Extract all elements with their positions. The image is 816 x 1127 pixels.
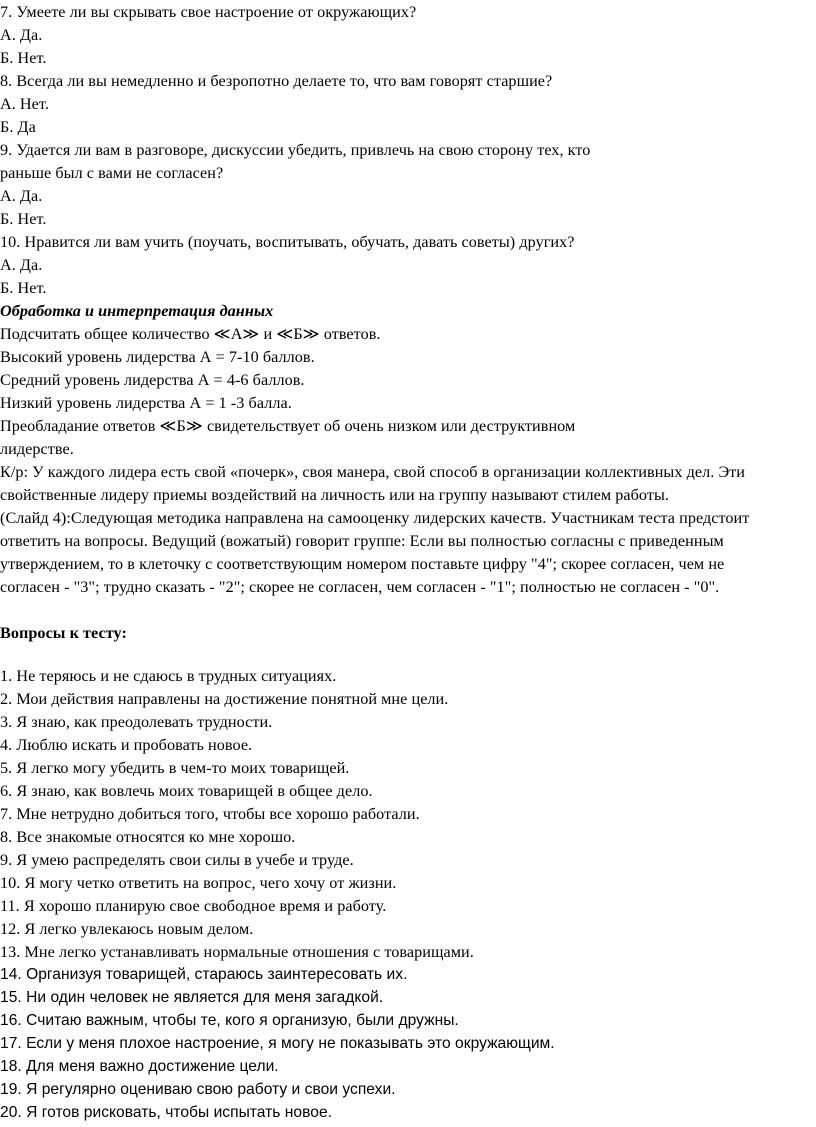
question-10: 10. Нравится ли вам учить (поучать, воспитывать, обучать, давать советы) других? xyxy=(0,233,575,251)
questions-heading: Вопросы к тесту: xyxy=(0,624,127,642)
list-item: 1. Не теряюсь и не сдаюсь в трудных ситуациях. xyxy=(0,667,337,685)
paragraph-line: свойственные лидеру приемы воздействий на личность или на группу называют стилем работы. xyxy=(0,486,669,504)
answer-a: А. Нет. xyxy=(0,95,49,113)
list-item: 3. Я знаю, как преодолевать трудности. xyxy=(0,713,273,731)
answer-a: А. Да. xyxy=(0,256,43,274)
list-item: 8. Все знакомые относятся ко мне хорошо. xyxy=(0,828,296,846)
answer-a: А. Да. xyxy=(0,187,43,205)
list-item: 11. Я хорошо планирую свое свободное время и работу. xyxy=(0,897,387,915)
paragraph-line: ответить на вопросы. Ведущий (вожатый) говорит группе: Если вы полностью согласны с приведенным xyxy=(0,532,724,550)
paragraph-line: (Слайд 4):Следующая методика направлена на самооценку лидерских качеств. Участникам теста предстоит xyxy=(0,509,750,527)
list-item: 7. Мне нетрудно добиться того, чтобы все хорошо работали. xyxy=(0,805,420,823)
answer-b: Б. Нет. xyxy=(0,49,47,67)
list-item: 15. Ни один человек не является для меня загадкой. xyxy=(0,989,384,1006)
list-item: 4. Люблю искать и пробовать новое. xyxy=(0,736,253,754)
list-item: 19. Я регулярно оцениваю свою работу и свои успехи. xyxy=(0,1081,396,1098)
list-item: 2. Мои действия направлены на достижение понятной мне цели. xyxy=(0,690,449,708)
answer-b: Б. Нет. xyxy=(0,210,47,228)
list-item: 5. Я легко могу убедить в чем-то моих товарищей. xyxy=(0,759,350,777)
answer-b: Б. Да xyxy=(0,118,36,136)
paragraph-line: Подсчитать общее количество ≪А≫ и ≪Б≫ ответов. xyxy=(0,325,381,343)
paragraph-line: Высокий уровень лидерства А = 7-10 баллов. xyxy=(0,348,315,366)
list-item: 17. Если у меня плохое настроение, я могу не показывать это окружающим. xyxy=(0,1035,555,1052)
paragraph-line: утверждением, то в клеточку с соответствующим номером поставьте цифру "4"; скорее согласен, чем не xyxy=(0,555,725,573)
answer-a: А. Да. xyxy=(0,26,43,44)
paragraph-line: Средний уровень лидерства А = 4-6 баллов. xyxy=(0,371,305,389)
question-8: 8. Всегда ли вы немедленно и безропотно делаете то, что вам говорят старшие? xyxy=(0,72,553,90)
list-item: 9. Я умею распределять свои силы в учебе и труде. xyxy=(0,851,354,869)
paragraph-line: Низкий уровень лидерства А = 1 -3 балла. xyxy=(0,394,292,412)
paragraph-line: согласен - "3"; трудно сказать - "2"; скорее не согласен, чем согласен - "1"; полностью не согласен - "0". xyxy=(0,578,720,596)
list-item: 16. Считаю важным, чтобы те, кого я организую, были дружны. xyxy=(0,1012,459,1029)
list-item: 20. Я готов рисковать, чтобы испытать новое. xyxy=(0,1104,332,1121)
list-item: 10. Я могу четко ответить на вопрос, чего хочу от жизни. xyxy=(0,874,397,892)
paragraph-line: К/р: У каждого лидера есть свой «почерк», своя манера, свой способ в организации коллективных дел. Эти xyxy=(0,463,746,481)
processing-heading: Обработка и интерпретация данных xyxy=(0,302,274,320)
list-item: 14. Организуя товарищей, стараюсь заинтересовать их. xyxy=(0,966,408,983)
list-item: 13. Мне легко устанавливать нормальные отношения с товарищами. xyxy=(0,943,474,961)
list-item: 18. Для меня важно достижение цели. xyxy=(0,1058,279,1075)
list-item: 12. Я легко увлекаюсь новым делом. xyxy=(0,920,254,938)
answer-b: Б. Нет. xyxy=(0,279,47,297)
paragraph-line: Преобладание ответов ≪Б≫ свидетельствует об очень низком или деструктивном xyxy=(0,417,576,435)
list-item: 6. Я знаю, как вовлечь моих товарищей в общее дело. xyxy=(0,782,373,800)
question-7: 7. Умеете ли вы скрывать свое настроение от окружающих? xyxy=(0,3,417,21)
question-9-cont: раньше был с вами не согласен? xyxy=(0,164,224,182)
paragraph-line: лидерстве. xyxy=(0,440,74,458)
question-9: 9. Удается ли вам в разговоре, дискуссии убедить, привлечь на свою сторону тех, кто xyxy=(0,141,591,159)
